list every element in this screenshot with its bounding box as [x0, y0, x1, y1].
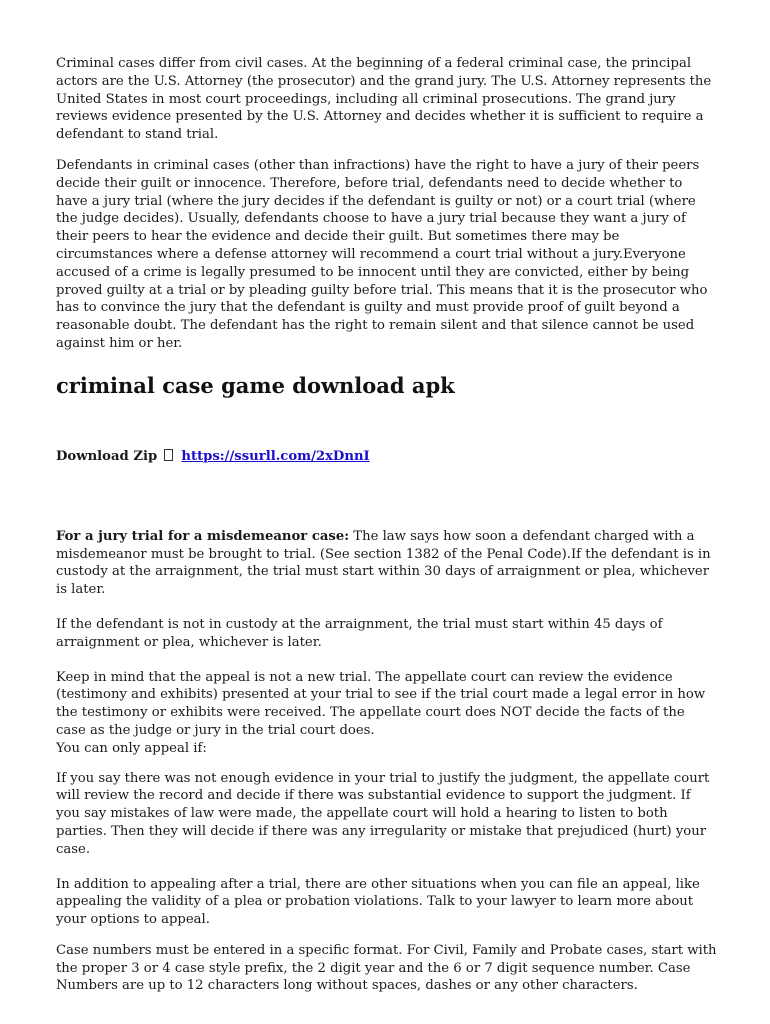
other-situations-paragraph: In addition to appealing after a trial, there are other situations when you can file an appeal, like appealing the validity of a plea or probation violations. Talk to your lawyer to learn more about your options to appeal. — [56, 876, 700, 928]
page-heading: criminal case game download apk — [56, 372, 455, 398]
download-line — [56, 448, 718, 466]
download-link[interactable]: https://ssurll.com/2xDnnI — [181, 448, 370, 464]
appeal-only-if-line: You can only appeal if: — [56, 740, 207, 756]
case-numbers-paragraph: Case numbers must be entered in a specific format. For Civil, Family and Probate cases, start with the proper 3 or 4 case style prefix, the 2 digit year and the 6 or 7 digit sequence number. Case Numbers are up to 12 characters long without spaces, dashes or any other characters. — [56, 942, 717, 994]
misdemeanor-text: The law says how soon a defendant charged with a misdemeanor must be brought to trial. (See section 1382 of the Penal Code).If the defendant is in custody at the arraignment, the trial must start within 30 days of arraignment or plea, whichever is later. — [56, 528, 711, 598]
intro-paragraph-2: Defendants in criminal cases (other than infractions) have the right to have a jury of their peers decide their guilt or innocence. Therefore, before trial, defendants need to decide whether to have a jury trial (where the jury decides if the defendant is guilty or not) or a court trial (where the judge decides). Usually, defendants choose to have a jury trial because they want a jury of their peers to hear the evidence and decide their guilt. But sometimes there may be circumstances where a defense attorney will recommend a court trial without a jury.Everyone accused of a crime is legally presumed to be innocent until they are convicted, either by being proved guilty at a trial or by pleading guilty before trial. This means that it is the prosecutor who has to convince the jury that the defendant is guilty and must provide proof of guilt beyond a reasonable doubt. The defendant has the right to remain silent and that silence cannot be used against him or her. — [56, 157, 708, 351]
appeal-note-paragraph: Keep in mind that the appeal is not a new trial. The appellate court can review the evidence (testimony and exhibits) presented at your trial to see if the trial court made a legal error in how the testimony or exhibits were received. The appellate court does NOT decide the facts of the case as the judge or jury in the trial court does. — [56, 669, 706, 738]
document-page — [56, 55, 718, 995]
misdemeanor-paragraph — [56, 528, 718, 599]
missing-glyph-icon — [164, 449, 173, 461]
misdemeanor-lead: For a jury trial for a misdemeanor case: — [56, 528, 350, 544]
download-label: Download Zip — [56, 448, 158, 464]
intro-paragraph-1: Criminal cases differ from civil cases. At the beginning of a federal criminal case, the principal actors are the U.S. Attorney (the prosecutor) and the grand jury. The U.S. Attorney represents the United States in most court proceedings, including all criminal prosecutions. The grand jury reviews evidence presented by the U.S. Attorney and decides whether it is sufficient to require a defendant to stand trial. — [56, 56, 712, 143]
not-in-custody-paragraph: If the defendant is not in custody at the arraignment, the trial must start within 45 days of arraignment or plea, whichever is later. — [56, 616, 663, 650]
evidence-review-paragraph: If you say there was not enough evidence in your trial to justify the judgment, the appellate court will review the record and decide if there was substantial evidence to support the judgment. If you say mistakes of law were made, the appellate court will hold a hearing to listen to both parties. Then they will decide if there was any irregularity or mistake that prejudiced (hurt) your case. — [56, 770, 710, 857]
